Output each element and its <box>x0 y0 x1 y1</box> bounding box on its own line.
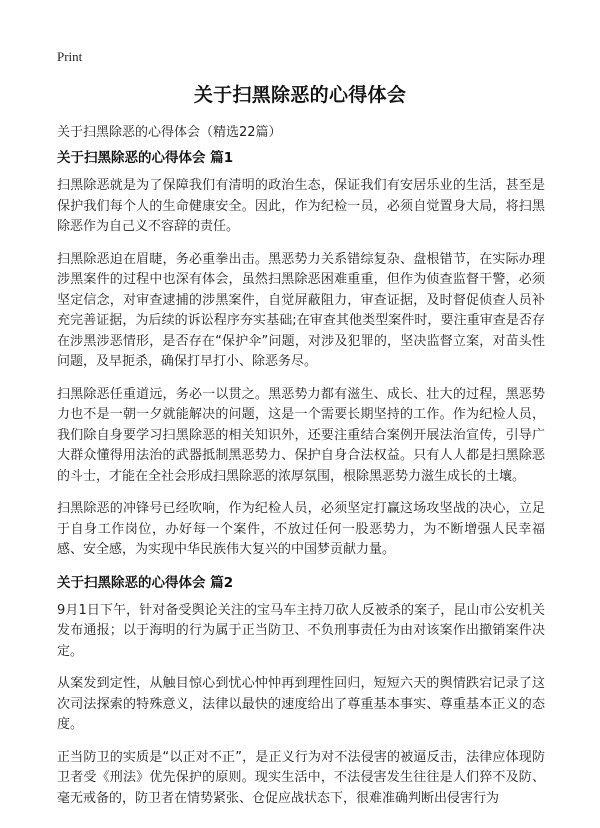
section-heading: 关于扫黑除恶的心得体会 篇1 <box>57 150 234 166</box>
section-2 <box>57 573 545 810</box>
print-link[interactable]: Print <box>57 49 83 64</box>
paragraph: 扫黑除恶的冲锋号已经吹响，作为纪检人员，必须坚定打赢这场攻坚战的决心，立足于自身工作岗位，办好每一个案件，不放过任何一股恶势力，为不断增强人民幸福感、安全感，为实现中华民族伟大复兴的中国梦贡献力量。 <box>57 501 545 557</box>
section-1 <box>57 148 545 561</box>
paragraph: 扫黑除恶任重道远，务必一以贯之。黑恶势力都有滋生、成长、壮大的过程，黑恶势力也不是一朝一夕就能解决的问题，这是一个需要长期坚持的工作。作为纪检人员，我们除自身要学习扫黑除恶的相关知识外，还要注重结合案例开展法治宣传，引导广大群众懂得用法治的武器抵制黑恶势力、保护自身合法权益。只有人人都是扫黑除恶的斗士，才能在全社会形成扫黑除恶的浓厚氛围，根除黑恶势力滋生成长的土壤。 <box>57 386 545 484</box>
paragraph: 扫黑除恶迫在眉睫，务必重拳出击。黑恶势力关系错综复杂、盘根错节，在实际办理涉黑案件的过程中也深有体会，虽然扫黑除恶困难重重，但作为侦查监督干警，必须坚定信念，对审查逮捕的涉黑案件，自觉屏蔽阻力，审查证据，及时督促侦查人员补充完善证据，为后续的诉讼程序夯实基础;在审查其他类型案件时，要注重审查是否存在涉黑涉恶情形，是否存在“保护伞”问题，对涉及犯罪的，坚决监督立案，对苗头性问题，及早扼杀，确保打早打小、除恶务尽。 <box>57 251 545 369</box>
section-heading: 关于扫黑除恶的心得体会 篇2 <box>57 574 234 591</box>
document-subtitle: 关于扫黑除恶的心得体会（精选22篇） <box>57 125 282 140</box>
document-body <box>57 148 545 821</box>
paragraph: 9月1日下午，针对备受舆论关注的宝马车主持刀砍人反被杀的案子，昆山市公安机关发布通报；以于海明的行为属于正当防卫、不负刑事责任为由对该案作出撤销案件决定。 <box>57 602 545 659</box>
paragraph: 从案发到定性，从触目惊心到忧心忡忡再到理性回归，短短六天的舆情跌宕记录了这次司法探索的特殊意义，法律以最快的速度给出了尊重基本事实、尊重基本正义的态度。 <box>57 676 545 732</box>
document-title: 关于扫黑除恶的心得体会 <box>193 84 407 106</box>
paragraph: 正当防卫的实质是“以正对不正”，是正义行为对不法侵害的被逼反击，法律应体现防卫者受《刑法》优先保护的原则。现实生活中，不法侵害发生往往是人们猝不及防、毫无戒备的，防卫者在情势紧张、仓促应战状态下，很难准确判断出侵害行为 <box>57 749 545 806</box>
paragraph: 扫黑除恶就是为了保障我们有清明的政治生态，保证我们有安居乐业的生活，甚至是保护我们每个人的生命健康安全。因此，作为纪检一员，必须自觉置身大局，将扫黑除恶作为自己义不容辞的责任。 <box>57 178 545 234</box>
